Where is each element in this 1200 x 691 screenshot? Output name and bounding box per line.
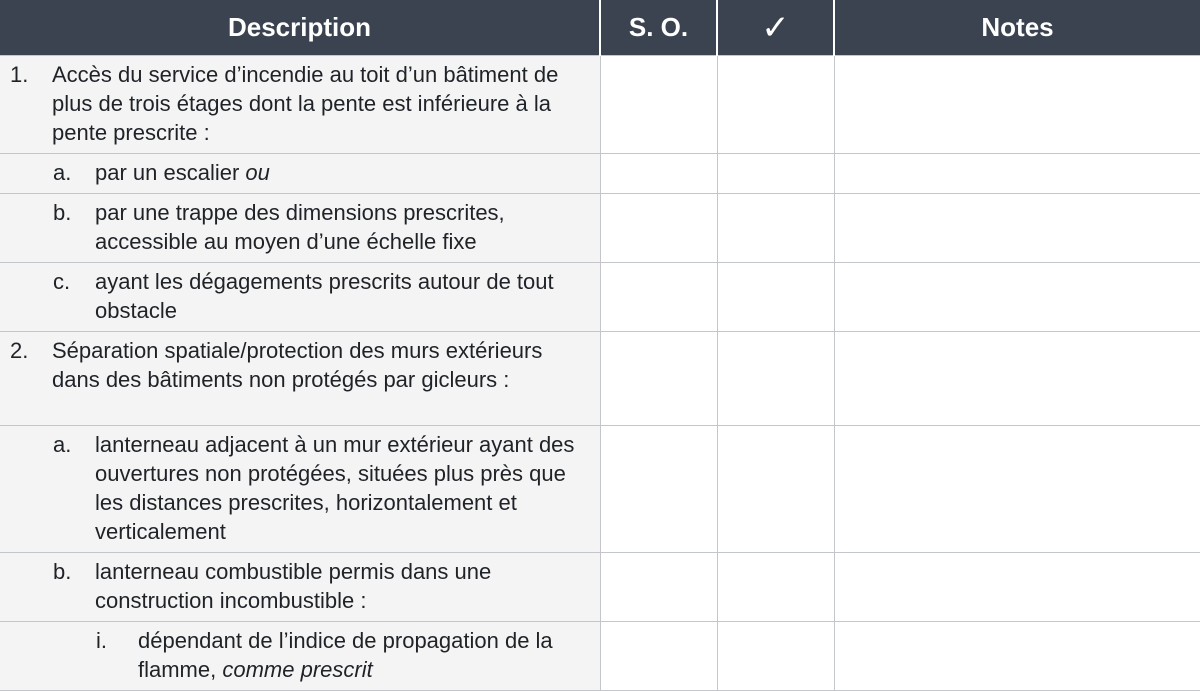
check-cell[interactable]	[717, 263, 834, 332]
item-text: par une trappe des dimensions prescrites, accessible au moyen d’une échelle fixe	[95, 200, 505, 254]
notes-cell[interactable]	[834, 154, 1200, 194]
description-cell	[0, 332, 600, 426]
description-cell	[0, 622, 600, 691]
item-text: par un escalier ou	[95, 160, 270, 185]
table-row	[0, 426, 1200, 553]
notes-cell[interactable]	[834, 332, 1200, 426]
item-text: Séparation spatiale/protection des murs extérieurs dans des bâtiments non protégés par gicleurs :	[52, 338, 543, 392]
item-marker: b.	[53, 559, 72, 584]
header-check	[717, 0, 834, 56]
description-cell	[0, 426, 600, 553]
header-row	[0, 0, 1200, 56]
table-row	[0, 56, 1200, 154]
check-cell[interactable]	[717, 553, 834, 622]
so-cell[interactable]	[600, 194, 717, 263]
description-cell	[0, 553, 600, 622]
checkmark-icon: ✓	[761, 8, 790, 47]
so-cell[interactable]	[600, 553, 717, 622]
notes-cell[interactable]	[834, 263, 1200, 332]
table-row	[0, 553, 1200, 622]
item-text: Accès du service d’incendie au toit d’un bâtiment de plus de trois étages dont la pente est inférieure à la pente prescrite :	[52, 62, 559, 145]
check-cell[interactable]	[717, 56, 834, 154]
check-cell[interactable]	[717, 332, 834, 426]
header-so: S. O.	[600, 0, 717, 56]
item-text: lanterneau adjacent à un mur extérieur ayant des ouvertures non protégées, situées plus près que les distances prescrites, horizontalement et verticalement	[95, 432, 575, 544]
item-marker: 1.	[10, 62, 29, 87]
item-marker: b.	[53, 200, 72, 225]
item-marker: c.	[53, 269, 71, 294]
item-text: ayant les dégagements prescrits autour de tout obstacle	[95, 269, 554, 323]
header-description: Description	[0, 0, 600, 56]
table-row	[0, 194, 1200, 263]
notes-cell[interactable]	[834, 56, 1200, 154]
table-row	[0, 263, 1200, 332]
check-cell[interactable]	[717, 154, 834, 194]
so-cell[interactable]	[600, 426, 717, 553]
header-notes: Notes	[834, 0, 1200, 56]
item-text: dépendant de l’indice de propagation de la flamme, comme prescrit	[138, 628, 553, 682]
description-cell	[0, 263, 600, 332]
table-row	[0, 332, 1200, 426]
item-marker: a.	[53, 432, 72, 457]
item-marker: i.	[96, 628, 107, 653]
table-row	[0, 622, 1200, 691]
check-cell[interactable]	[717, 426, 834, 553]
check-cell[interactable]	[717, 622, 834, 691]
item-text: lanterneau combustible permis dans une construction incombustible :	[95, 559, 492, 613]
notes-cell[interactable]	[834, 194, 1200, 263]
notes-cell[interactable]	[834, 426, 1200, 553]
so-cell[interactable]	[600, 263, 717, 332]
so-cell[interactable]	[600, 154, 717, 194]
so-cell[interactable]	[600, 332, 717, 426]
notes-cell[interactable]	[834, 622, 1200, 691]
item-marker: a.	[53, 160, 72, 185]
so-cell[interactable]	[600, 622, 717, 691]
so-cell[interactable]	[600, 56, 717, 154]
description-cell	[0, 154, 600, 194]
table-row	[0, 154, 1200, 194]
check-cell[interactable]	[717, 194, 834, 263]
item-marker: 2.	[10, 338, 29, 363]
notes-cell[interactable]	[834, 553, 1200, 622]
description-cell	[0, 56, 600, 154]
description-cell	[0, 194, 600, 263]
